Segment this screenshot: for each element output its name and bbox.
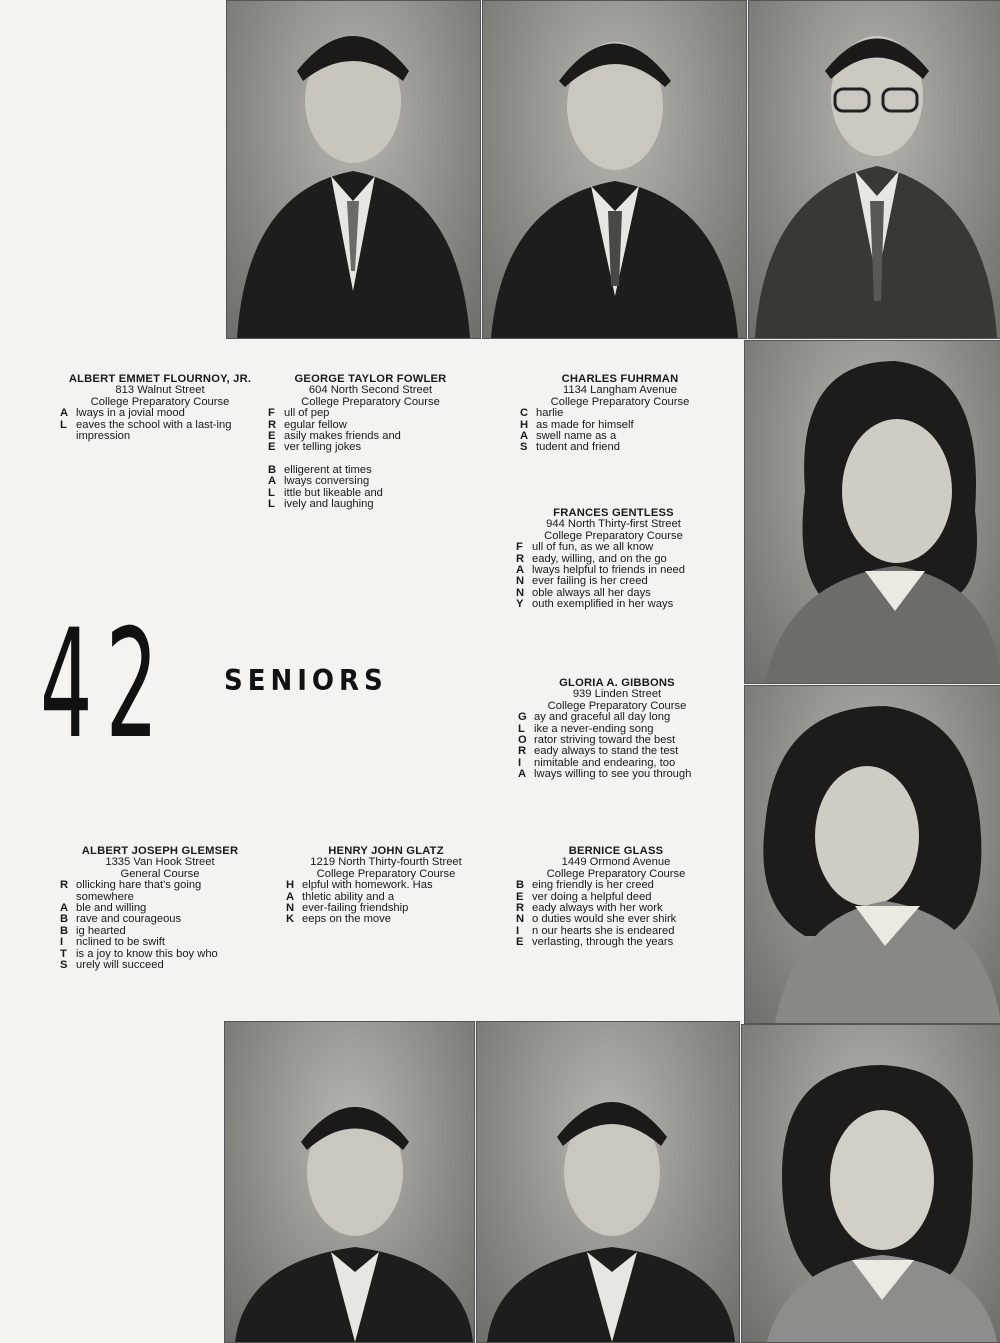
acrostic-line: N oble always all her days (516, 586, 651, 599)
acrostic-line: N o duties would she ever shirk (516, 913, 677, 926)
senior-name: BERNICE GLASS (568, 845, 664, 857)
entry-glemser (60, 846, 260, 971)
acrostic-line: L ike a never-ending song (518, 722, 654, 735)
senior-address: 1335 Van Hook Street (105, 856, 215, 869)
portrait-gentless (744, 340, 1000, 684)
senior-course: College Preparatory Course (544, 529, 683, 542)
portrait-fuhrman (748, 0, 1000, 339)
acrostic-line: B elligerent at times (268, 463, 372, 476)
acrostic-line: I nclined to be swift (60, 936, 165, 949)
acrostic-line: S tudent and friend (520, 441, 620, 454)
acrostic-line: L ively and laughing (268, 498, 374, 511)
acrostic-line: B eing friendly is her creed (516, 879, 654, 892)
portrait-fowler (482, 0, 747, 339)
acrostic-line: H elpful with homework. Has (286, 879, 433, 892)
acrostic-line: A lways conversing (268, 475, 370, 488)
acrostic-line: G ay and graceful all day long (518, 711, 671, 724)
acrostic-line: L eaves the school with a last-ing impression (60, 418, 232, 443)
senior-address: 1219 North Thirty-fourth Street (310, 856, 462, 869)
senior-address: 1449 Ormond Avenue (561, 856, 671, 869)
acrostic-line: E ver telling jokes (268, 441, 362, 454)
acrostic-line: E ver doing a helpful deed (516, 890, 652, 903)
senior-name: HENRY JOHN GLATZ (328, 845, 444, 857)
senior-course: College Preparatory Course (546, 867, 686, 880)
senior-address: 1134 Langham Avenue (562, 384, 678, 397)
acrostic-line: A lways in a jovial mood (60, 407, 185, 420)
acrostic-line: N ever failing is her creed (516, 575, 648, 588)
acrostic-line: R eady always to stand the test (518, 745, 679, 758)
acrostic-line: H as made for himself (520, 418, 634, 431)
entry-fowler (268, 374, 473, 510)
acrostic-line: R eady always with her work (516, 902, 663, 915)
entry-gentless (516, 508, 711, 611)
portrait-glatz (476, 1021, 740, 1343)
portrait-glass (741, 1024, 1000, 1343)
acrostic-line: A lways helpful to friends in need (516, 564, 685, 577)
entry-glatz (286, 846, 486, 926)
senior-course: General Course (120, 867, 200, 880)
section-title: SENIORS (224, 664, 388, 698)
acrostic-line: I n our hearts she is endeared (516, 924, 675, 937)
acrostic-line: F ull of fun, as we all know (516, 541, 654, 554)
senior-course: College Preparatory Course (550, 395, 690, 408)
acrostic-line: A lways willing to see you through (518, 768, 692, 781)
senior-course: College Preparatory Course (547, 699, 687, 712)
acrostic-line: I nimitable and endearing, too (518, 756, 676, 769)
acrostic-line: B rave and courageous (60, 913, 182, 926)
acrostic-line: Y outh exemplified in her ways (516, 598, 674, 611)
acrostic-line: R eady, willing, and on the go (516, 552, 667, 565)
acrostic-line: C harlie (520, 407, 564, 420)
portrait-glemser (224, 1021, 475, 1343)
acrostic-line: O rator striving toward the best (518, 734, 676, 747)
senior-address: 944 North Thirty-first Street (546, 518, 681, 531)
entry-fuhrman (520, 374, 720, 454)
senior-name: GEORGE TAYLOR FOWLER (294, 373, 447, 385)
acrostic-line: A ble and willing (60, 902, 147, 915)
acrostic-line: A thletic ability and a (286, 890, 395, 903)
senior-address: 604 North Second Street (308, 384, 433, 397)
senior-course: College Preparatory Course (301, 395, 440, 408)
senior-address: 813 Walnut Street (115, 384, 205, 397)
entry-gibbons (518, 678, 716, 781)
acrostic-line: E asily makes friends and (268, 430, 401, 443)
acrostic-line: S urely will succeed (60, 959, 164, 972)
acrostic-line: N ever-failing friendship (286, 902, 409, 915)
entry-flournoy (60, 374, 260, 442)
senior-name: ALBERT EMMET FLOURNOY, JR. (68, 373, 252, 385)
acrostic-line: A swell name as a (520, 430, 617, 443)
senior-name: ALBERT JOSEPH GLEMSER (81, 845, 239, 857)
senior-course: College Preparatory Course (316, 867, 456, 880)
acrostic-line: R ollicking hare that's going somewhere (60, 879, 202, 903)
senior-name: CHARLES FUHRMAN (561, 373, 679, 385)
senior-name: GLORIA A. GIBBONS (559, 677, 675, 689)
entry-glass (516, 846, 716, 949)
senior-course: College Preparatory Course (90, 395, 230, 408)
senior-address: 939 Linden Street (572, 688, 662, 701)
acrostic-line: B ig hearted (60, 924, 126, 937)
acrostic-line: R egular fellow (268, 418, 347, 431)
acrostic-line: E verlasting, through the years (516, 936, 674, 949)
acrostic-line: T is a joy to know this boy who (60, 947, 218, 960)
senior-name: FRANCES GENTLESS (553, 507, 674, 519)
portrait-flournoy (226, 0, 481, 339)
acrostic-line: K eeps on the move (286, 913, 391, 926)
acrostic-line: F ull of pep (268, 407, 330, 420)
portrait-gibbons (744, 685, 1000, 1024)
acrostic-line: L ittle but likeable and (268, 486, 383, 499)
page-number: 42 (40, 598, 172, 772)
